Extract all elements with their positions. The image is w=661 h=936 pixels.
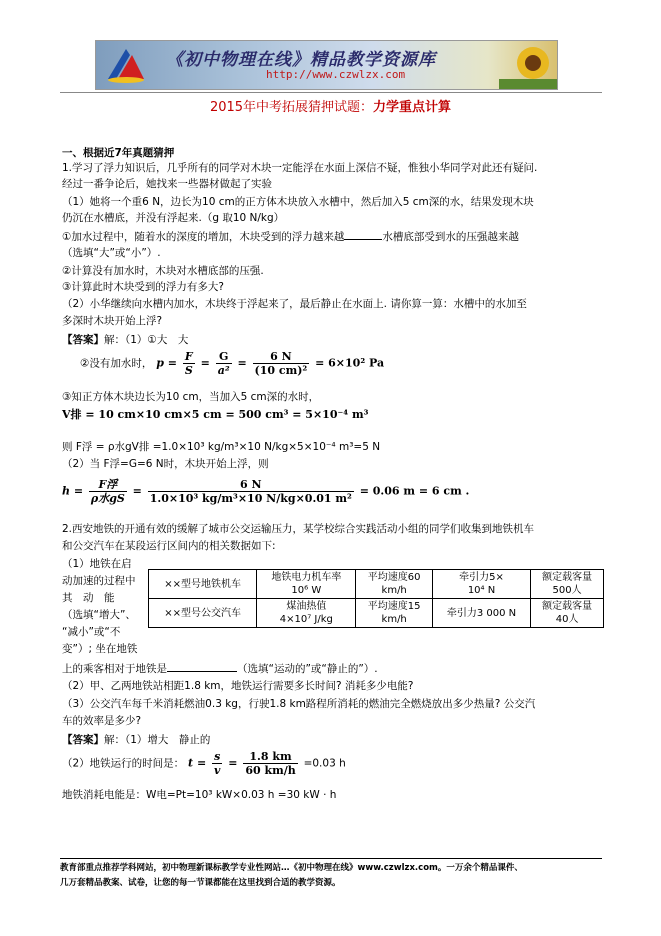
- title-main: 力学重点计算: [373, 100, 452, 115]
- q2-side: （选填“增大”、: [62, 609, 136, 621]
- q1-text: 水槽底部受到水的压强越来越: [382, 231, 519, 243]
- site-logo-icon: [104, 45, 148, 85]
- q2-side: 变”）; 坐在地铁: [62, 643, 138, 655]
- title-prefix: 2015年中考拓展猜押试题：: [209, 100, 374, 115]
- banner-title: 《初中物理在线》精品教学资源库: [166, 50, 436, 70]
- table-row: [149, 570, 604, 599]
- answer-line: （2）当 F浮=G=6 N时，木块开始上浮，则: [62, 458, 269, 470]
- answer-label: 【答案】: [62, 334, 104, 346]
- fraction: [183, 350, 195, 377]
- q2-line: （3）公交汽车每千米消耗燃油0.3 kg，行驶1.8 km路程所消耗的燃油完全燃烧放出多少热量? 公交汽: [62, 698, 536, 710]
- answer-text: 解：（1）增大 静止的: [104, 734, 211, 746]
- answer-label: 【答案】: [62, 734, 104, 746]
- eq-value: 6 N: [270, 350, 292, 363]
- q1-line: ②计算没有加水时，木块对水槽底部的压强.: [62, 265, 264, 277]
- table-cell: 额定载客量 500人: [531, 570, 604, 599]
- eq-symbol: t: [188, 756, 194, 770]
- fraction: [216, 350, 232, 377]
- table-cell: 牵引力3 000 N: [432, 599, 530, 628]
- table-cell: 额定载客量 40人: [531, 599, 604, 628]
- answer-blank: [344, 229, 382, 240]
- answer-line: [62, 333, 188, 347]
- eq-symbol: ρ水gS: [90, 492, 125, 505]
- eq-value: 1.8 km: [249, 750, 292, 763]
- pressure-equation: ②没有加水时， p = $\frac{F}{S}$ = $\frac{G}{\text{a²}}$ = $\frac{6 N}{\text{(10 cm)²}}$ = 6×10² Pa: [80, 350, 385, 377]
- q2-side: “减小”或“不: [62, 626, 121, 638]
- q2-text: 上的乘客相对于地铁是: [62, 663, 167, 675]
- q1-line: 经过一番争论后，她找来一些器材做起了实验: [62, 178, 272, 190]
- volume-equation: V排 = 10 cm×10 cm×5 cm = 500 cm³ = 5×10⁻⁴ m³: [62, 408, 369, 421]
- eq-symbol: p: [156, 356, 164, 370]
- q2-line: 2.西安地铁的开通有效的缓解了城市公交运输压力，某学校综合实践活动小组的同学们收集到地铁机车: [62, 523, 535, 535]
- q2-side: 动加速的过程中: [62, 575, 136, 587]
- footer-line: 几万套精品教案、试卷，让您的每一节课都能在这里找到合适的教学资源。: [60, 878, 341, 888]
- table-cell: 地铁电力机车率 10⁶ W: [257, 570, 356, 599]
- q2-line: [62, 661, 378, 676]
- eq-result: =0.03 h: [303, 757, 346, 770]
- eq-symbol: F: [184, 350, 193, 363]
- q1-line: 多深时木块开始上浮?: [62, 315, 163, 327]
- table-cell: 煤油热值 4×10⁷ J/kg: [257, 599, 356, 628]
- fraction: [243, 750, 297, 777]
- q2-line: 和公交汽车在某段运行区间内的相关数据如下:: [62, 540, 276, 552]
- answer-line: ③知正方体木块边长为10 cm，当加入5 cm深的水时，: [62, 391, 320, 403]
- header-rule: [60, 92, 602, 93]
- q1-line: 1.学习了浮力知识后，几乎所有的同学对木块一定能浮在水面上深信不疑，惟独小华同学对此还有疑问.: [62, 162, 538, 174]
- depth-equation: h = $\frac{\text{F浮}}{\text{ρ水gS}}$ = $\frac{6 N}{\text{1.0×10³ kg/m³×10 N/kg×0.01 m²}}$ = 0.06 m = 6 cm .: [62, 478, 470, 505]
- fraction: [89, 478, 127, 505]
- eq-symbol: a²: [217, 364, 230, 377]
- q2-side: （1）地铁在启: [62, 558, 132, 570]
- answer-blank: [167, 661, 237, 672]
- q1-line: [62, 229, 519, 244]
- eq-value: (10 cm)²: [254, 364, 308, 377]
- fraction: [253, 350, 310, 377]
- table-cell: ××型号地铁机车: [149, 570, 257, 599]
- answer-line: 地铁消耗电能是：W电=Pt=10³ kW×0.03 h =30 kW · h: [62, 789, 337, 801]
- section-heading: 一、根据近7年真题猜押: [62, 147, 175, 159]
- q1-line: （1）她将一个重6 N，边长为10 cm的正方体木块放入水槽中，然后加入5 cm深的水，结果发现木块: [62, 196, 534, 208]
- table-cell: 牵引力5× 10⁴ N: [432, 570, 530, 599]
- q1-line: （2）小华继续向水槽内加水，木块终于浮起来了，最后静止在水面上. 请你算一算：水槽中的水加至: [62, 298, 527, 310]
- eq-value: 60 km/h: [245, 764, 296, 777]
- document-title: [0, 96, 661, 115]
- q2-line: 车的效率是多少?: [62, 715, 142, 727]
- fraction: [148, 478, 354, 505]
- eq-symbol: v: [214, 764, 221, 777]
- q2-side: 其 动 能: [62, 592, 115, 604]
- eq-value: 1.0×10³ kg/m³×10 N/kg×0.01 m²: [149, 492, 352, 505]
- eq-value: 6 N: [240, 478, 262, 491]
- q1-text: ①加水过程中，随着水的深度的增加，木块受到的浮力越来越: [62, 231, 345, 243]
- banner-url[interactable]: http://www.czwlzx.com: [266, 68, 406, 81]
- footer-rule: [60, 858, 602, 859]
- q1-line: ③计算此时木块受到的浮力有多大?: [62, 281, 224, 293]
- answer-line: [62, 733, 210, 747]
- eq-prefix: （2）地铁运行的时间是：: [62, 757, 185, 770]
- eq-symbol: h: [62, 484, 70, 498]
- answer-line: 则 F浮 = ρ水gV排 =1.0×10³ kg/m³×10 N/kg×5×10⁻⁴ m³=5 N: [62, 441, 381, 453]
- q2-line: （2）甲、乙两地铁站相距1.8 km，地铁运行需要多长时间? 消耗多少电能?: [62, 680, 414, 692]
- eq-result: = 6×10² Pa: [315, 356, 385, 370]
- q1-line: （选填“大”或“小”）.: [62, 247, 161, 259]
- table-cell: ××型号公交汽车: [149, 599, 257, 628]
- time-equation: （2）地铁运行的时间是： t = $\frac{s}{v}$ = $\frac{1.8 km}{60 km/h}$ =0.03 h: [62, 750, 346, 777]
- eq-symbol: S: [184, 364, 193, 377]
- table-cell: 平均速度60 km/h: [356, 570, 432, 599]
- vehicle-data-table: [148, 569, 604, 628]
- eq-symbol: G: [218, 350, 229, 363]
- footer-line: 教育部重点推荐学科网站，初中物理新课标教学专业性网站…《初中物理在线》www.czwlzx.com。一万余个精品课件、: [60, 863, 523, 873]
- sunflower-icon: [499, 41, 557, 89]
- q2-text: （选填“运动的”或“静止的”）.: [237, 663, 378, 675]
- header-banner: [95, 40, 558, 90]
- eq-symbol: F浮: [98, 478, 118, 491]
- table-row: [149, 599, 604, 628]
- eq-symbol: s: [214, 750, 221, 763]
- q1-line: 仍沉在水槽底，并没有浮起来.（g 取10 N/kg）: [62, 212, 285, 224]
- eq-result: = 0.06 m = 6 cm .: [359, 484, 470, 498]
- fraction: [212, 750, 222, 777]
- answer-text: 解：（1）①大 大: [104, 334, 189, 346]
- table-cell: 平均速度15 km/h: [356, 599, 432, 628]
- eq-prefix: ②没有加水时，: [80, 357, 153, 370]
